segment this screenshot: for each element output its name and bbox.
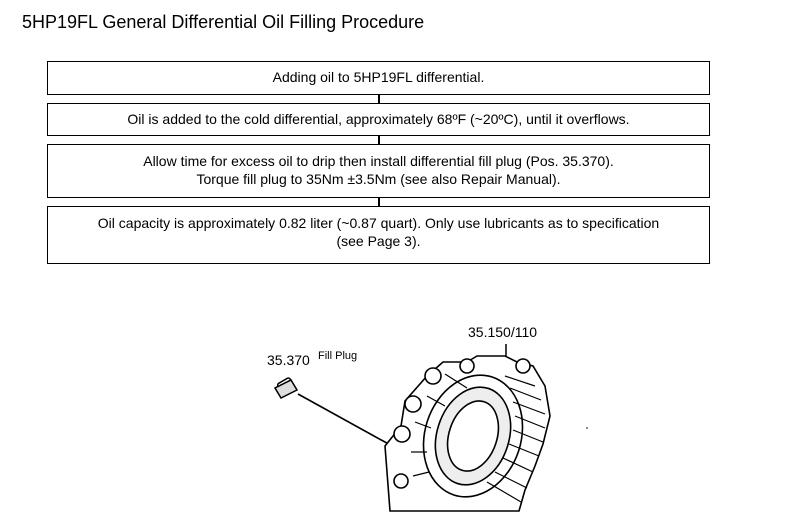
step-text: (see Page 3).	[336, 233, 421, 249]
step-text: Torque fill plug to 35Nm ±3.5Nm (see also Repair Manual).	[196, 171, 561, 187]
housing-part-number: 35.150/110	[468, 324, 538, 340]
step-text: Oil is added to the cold differential, approximately 68ºF (~20ºC), until it overflows.	[127, 111, 630, 127]
step-text: Adding oil to 5HP19FL differential.	[272, 69, 485, 85]
procedure-flowchart	[47, 61, 710, 264]
differential-housing-illustration	[205, 276, 597, 513]
step-text: Allow time for excess oil to drip then install differential fill plug (Pos. 35.370).	[143, 153, 614, 169]
fill-plug-part	[275, 377, 297, 398]
step-box-install-plug	[47, 144, 710, 198]
step-box-cold-fill	[47, 103, 710, 136]
flow-connector	[378, 198, 380, 206]
flow-connector	[378, 95, 380, 103]
page-title: 5HP19FL General Differential Oil Filling Procedure	[22, 12, 425, 32]
step-box-adding-oil	[47, 61, 710, 95]
fill-plug-number: 35.370	[267, 352, 310, 368]
step-box-oil-capacity	[47, 206, 710, 264]
housing-drawing	[205, 276, 597, 513]
fill-plug-label: Fill Plug	[318, 350, 358, 362]
flow-connector	[378, 136, 380, 144]
stray-dot	[586, 427, 588, 429]
step-text: Oil capacity is approximately 0.82 liter (~0.87 quart). Only use lubricants as to specification	[97, 215, 660, 231]
